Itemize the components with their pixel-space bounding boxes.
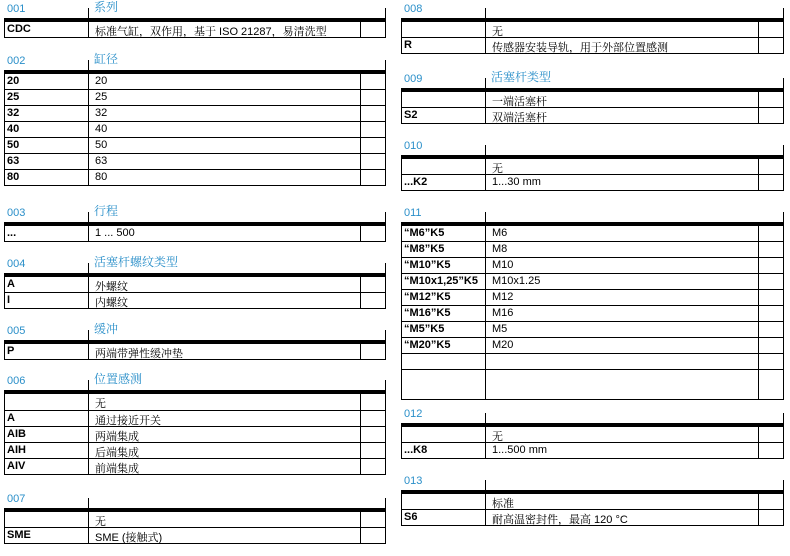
option-description: 25 bbox=[95, 91, 108, 103]
table-row bbox=[4, 74, 386, 90]
section-header bbox=[401, 472, 784, 490]
table-row bbox=[401, 92, 784, 108]
table-row bbox=[401, 306, 784, 322]
table-row bbox=[4, 90, 386, 106]
section-header bbox=[4, 255, 386, 273]
table-row bbox=[4, 427, 386, 443]
option-description: 前端集成 bbox=[95, 463, 139, 475]
section-code: 013 bbox=[404, 475, 423, 487]
option-description: SME (接触式) bbox=[95, 532, 163, 544]
table-row bbox=[401, 443, 784, 459]
table-row bbox=[4, 528, 386, 544]
option-code: AIV bbox=[7, 460, 26, 472]
section-code: 007 bbox=[7, 493, 26, 505]
section-code: 008 bbox=[404, 3, 423, 15]
table-row bbox=[401, 494, 784, 510]
option-code: ...K2 bbox=[404, 176, 428, 188]
table-row bbox=[401, 338, 784, 354]
option-description: 80 bbox=[95, 171, 108, 183]
table-row bbox=[4, 459, 386, 475]
option-description: 20 bbox=[95, 75, 108, 87]
option-description: 内螺纹 bbox=[95, 297, 128, 309]
table-row bbox=[4, 138, 386, 154]
table-row bbox=[401, 274, 784, 290]
option-description: 传感器安装导轨，用于外部位置感测 bbox=[492, 42, 668, 54]
option-description: 后端集成 bbox=[95, 447, 139, 459]
section-header bbox=[401, 204, 784, 222]
section-004 bbox=[4, 255, 386, 309]
option-description: 1...500 mm bbox=[492, 444, 548, 456]
option-code: 63 bbox=[7, 155, 20, 167]
section-001 bbox=[4, 0, 386, 38]
option-description: 无 bbox=[492, 26, 503, 38]
option-code: 80 bbox=[7, 171, 20, 183]
table-row bbox=[4, 170, 386, 186]
option-code: I bbox=[7, 294, 11, 306]
option-description: 两端集成 bbox=[95, 431, 139, 443]
table-row bbox=[4, 411, 386, 427]
table-row bbox=[4, 512, 386, 528]
option-description: 1...30 mm bbox=[492, 176, 541, 188]
section-title: 位置感测 bbox=[94, 372, 143, 386]
section-code: 006 bbox=[7, 375, 26, 387]
option-code: 20 bbox=[7, 75, 20, 87]
section-title: 系列 bbox=[94, 0, 119, 14]
section-code: 002 bbox=[7, 55, 26, 67]
table-row bbox=[4, 293, 386, 309]
section-header bbox=[401, 0, 784, 18]
section-header bbox=[401, 405, 784, 423]
option-code: “M6”K5 bbox=[404, 227, 445, 239]
option-description: M12 bbox=[492, 291, 514, 303]
option-description: 耐高温密封件，最高 120 °C bbox=[492, 514, 628, 526]
option-description: 63 bbox=[95, 155, 108, 167]
option-code: R bbox=[404, 39, 412, 51]
table-row bbox=[4, 394, 386, 411]
option-description: M8 bbox=[492, 243, 508, 255]
table-row bbox=[401, 510, 784, 526]
option-code: “M5”K5 bbox=[404, 323, 445, 335]
table-row bbox=[4, 154, 386, 170]
table-row bbox=[401, 159, 784, 175]
table-row bbox=[401, 322, 784, 338]
section-title: 缸径 bbox=[94, 52, 119, 66]
table-row bbox=[4, 277, 386, 293]
section-title: 行程 bbox=[94, 204, 119, 218]
section-header bbox=[401, 137, 784, 155]
option-description: 双端活塞杆 bbox=[492, 112, 547, 124]
section-header bbox=[4, 490, 386, 508]
table-row bbox=[4, 106, 386, 122]
section-title: 活塞杆螺纹类型 bbox=[94, 255, 179, 269]
option-description: M5 bbox=[492, 323, 508, 335]
table-row bbox=[401, 108, 784, 124]
section-012 bbox=[401, 405, 784, 459]
option-code: CDC bbox=[7, 23, 31, 35]
section-header bbox=[401, 70, 784, 88]
option-description: 无 bbox=[492, 163, 503, 175]
section-006 bbox=[4, 372, 386, 475]
option-description: 50 bbox=[95, 139, 108, 151]
section-002 bbox=[4, 52, 386, 186]
option-code: A bbox=[7, 278, 15, 290]
option-code: S2 bbox=[404, 109, 418, 121]
section-header bbox=[4, 372, 386, 390]
option-code: SME bbox=[7, 529, 31, 541]
section-code: 004 bbox=[7, 258, 26, 270]
table-row bbox=[401, 22, 784, 38]
table-row bbox=[401, 290, 784, 306]
table-row bbox=[4, 226, 386, 242]
option-code: 32 bbox=[7, 107, 20, 119]
table-row bbox=[401, 370, 784, 400]
table-row bbox=[401, 258, 784, 274]
option-description: 无 bbox=[95, 516, 106, 528]
section-code: 001 bbox=[7, 3, 26, 15]
option-description: 通过接近开关 bbox=[95, 415, 161, 427]
option-code: “M20”K5 bbox=[404, 339, 451, 351]
section-008 bbox=[401, 0, 784, 54]
option-description: 无 bbox=[492, 431, 503, 443]
option-description: 32 bbox=[95, 107, 108, 119]
option-code: “M8”K5 bbox=[404, 243, 445, 255]
option-code: P bbox=[7, 345, 15, 357]
option-code: S6 bbox=[404, 511, 418, 523]
section-title: 缓冲 bbox=[94, 322, 119, 336]
table-row bbox=[401, 427, 784, 443]
option-code: ...K8 bbox=[404, 444, 428, 456]
option-code: ... bbox=[7, 227, 17, 239]
table-row bbox=[401, 175, 784, 191]
option-description: 标准气缸，双作用，基于 ISO 21287，易清洗型 bbox=[95, 26, 327, 38]
option-description: M6 bbox=[492, 227, 508, 239]
option-description: 标准 bbox=[492, 498, 514, 510]
section-header bbox=[4, 322, 386, 340]
section-code: 009 bbox=[404, 73, 423, 85]
section-003 bbox=[4, 204, 386, 242]
option-code: “M16”K5 bbox=[404, 307, 451, 319]
section-code: 012 bbox=[404, 408, 423, 420]
table-row bbox=[401, 226, 784, 242]
section-007 bbox=[4, 490, 386, 544]
option-code: 40 bbox=[7, 123, 20, 135]
section-010 bbox=[401, 137, 784, 191]
section-013 bbox=[401, 472, 784, 526]
table-row bbox=[4, 122, 386, 138]
option-code: AIH bbox=[7, 444, 26, 456]
option-description: M20 bbox=[492, 339, 514, 351]
option-description: M10 bbox=[492, 259, 514, 271]
table-row bbox=[4, 22, 386, 38]
section-header bbox=[4, 52, 386, 70]
option-code: A bbox=[7, 412, 15, 424]
section-011 bbox=[401, 204, 784, 400]
option-code: 25 bbox=[7, 91, 20, 103]
section-009 bbox=[401, 70, 784, 124]
option-description: 外螺纹 bbox=[95, 281, 128, 293]
section-title: 活塞杆类型 bbox=[491, 70, 552, 84]
section-header bbox=[4, 204, 386, 222]
section-code: 005 bbox=[7, 325, 26, 337]
option-description: M16 bbox=[492, 307, 514, 319]
option-description: 1 ... 500 bbox=[95, 227, 135, 239]
table-row bbox=[401, 242, 784, 258]
option-code: AIB bbox=[7, 428, 26, 440]
option-description: M10x1.25 bbox=[492, 275, 541, 287]
option-code: 50 bbox=[7, 139, 20, 151]
option-code: “M10”K5 bbox=[404, 259, 451, 271]
table-row bbox=[4, 344, 386, 360]
option-code: “M12”K5 bbox=[404, 291, 451, 303]
table-row bbox=[4, 443, 386, 459]
section-code: 003 bbox=[7, 207, 26, 219]
section-005 bbox=[4, 322, 386, 360]
section-code: 010 bbox=[404, 140, 423, 152]
option-description: 40 bbox=[95, 123, 108, 135]
section-header bbox=[4, 0, 386, 18]
table-row bbox=[401, 354, 784, 370]
option-code: “M10x1,25”K5 bbox=[404, 275, 478, 287]
option-description: 一端活塞杆 bbox=[492, 96, 547, 108]
option-description: 两端带弹性缓冲垫 bbox=[95, 348, 183, 360]
section-code: 011 bbox=[404, 207, 422, 219]
table-row bbox=[401, 38, 784, 54]
option-description: 无 bbox=[95, 398, 106, 410]
